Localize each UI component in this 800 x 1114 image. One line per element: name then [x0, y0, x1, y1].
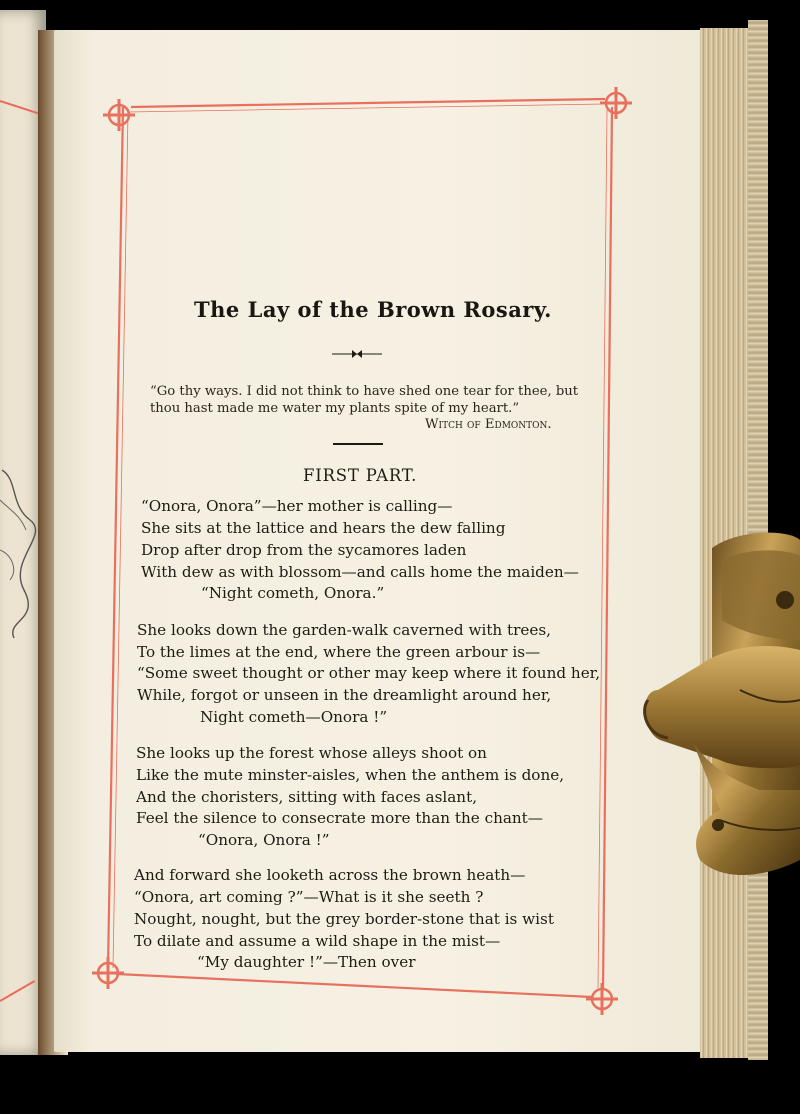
verse-line: “Some sweet thought or other may keep where it found her, — [137, 664, 601, 682]
verse-line: To dilate and assume a wild shape in the mist— — [134, 932, 501, 950]
verse-line: “Onora, art coming ?”—What is it she seeth ? — [134, 888, 484, 906]
verse-refrain: Night cometh—Onora !” — [200, 708, 388, 726]
verse-line: And forward she looketh across the brown heath— — [134, 866, 526, 884]
verse-line: She looks down the garden-walk caverned with trees, — [137, 621, 551, 639]
verse-refrain: “My daughter !”—Then over — [197, 953, 416, 971]
poem-title: The Lay of the Brown Rosary. — [194, 297, 552, 322]
epigraph-line-2: thou hast made me water my plants spite of my heart.” — [150, 401, 520, 416]
verse-line: Like the mute minster-aisles, when the anthem is done, — [136, 766, 565, 784]
verse-line: To the limes at the end, where the green arbour is— — [137, 643, 541, 661]
verse-line: “Onora, Onora”—her mother is calling— — [141, 497, 453, 515]
verse-line: Feel the silence to consecrate more than the chant— — [136, 809, 543, 827]
verse-line: Drop after drop from the sycamores laden — [141, 541, 467, 559]
verse-line: With dew as with blossom—and calls home the maiden— — [141, 563, 579, 581]
verse-line: Nought, nought, but the grey border-stone that is wist — [134, 910, 554, 928]
epigraph-attribution: Witch of Edmonton. — [425, 417, 552, 432]
part-title: FIRST PART. — [303, 466, 418, 485]
verse-line: She looks up the forest whose alleys shoot on — [136, 744, 487, 762]
verse-refrain: “Night cometh, Onora.” — [201, 584, 385, 602]
epigraph-line-1: “Go thy ways. I did not think to have shed one tear for thee, but — [150, 384, 579, 399]
verse-line: While, forgot or unseen in the dreamlight around her, — [137, 686, 552, 704]
verse-line: And the choristers, sitting with faces aslant, — [136, 788, 478, 806]
verse-refrain: “Onora, Onora !” — [198, 831, 330, 849]
verse-line: She sits at the lattice and hears the dew falling — [141, 519, 506, 537]
